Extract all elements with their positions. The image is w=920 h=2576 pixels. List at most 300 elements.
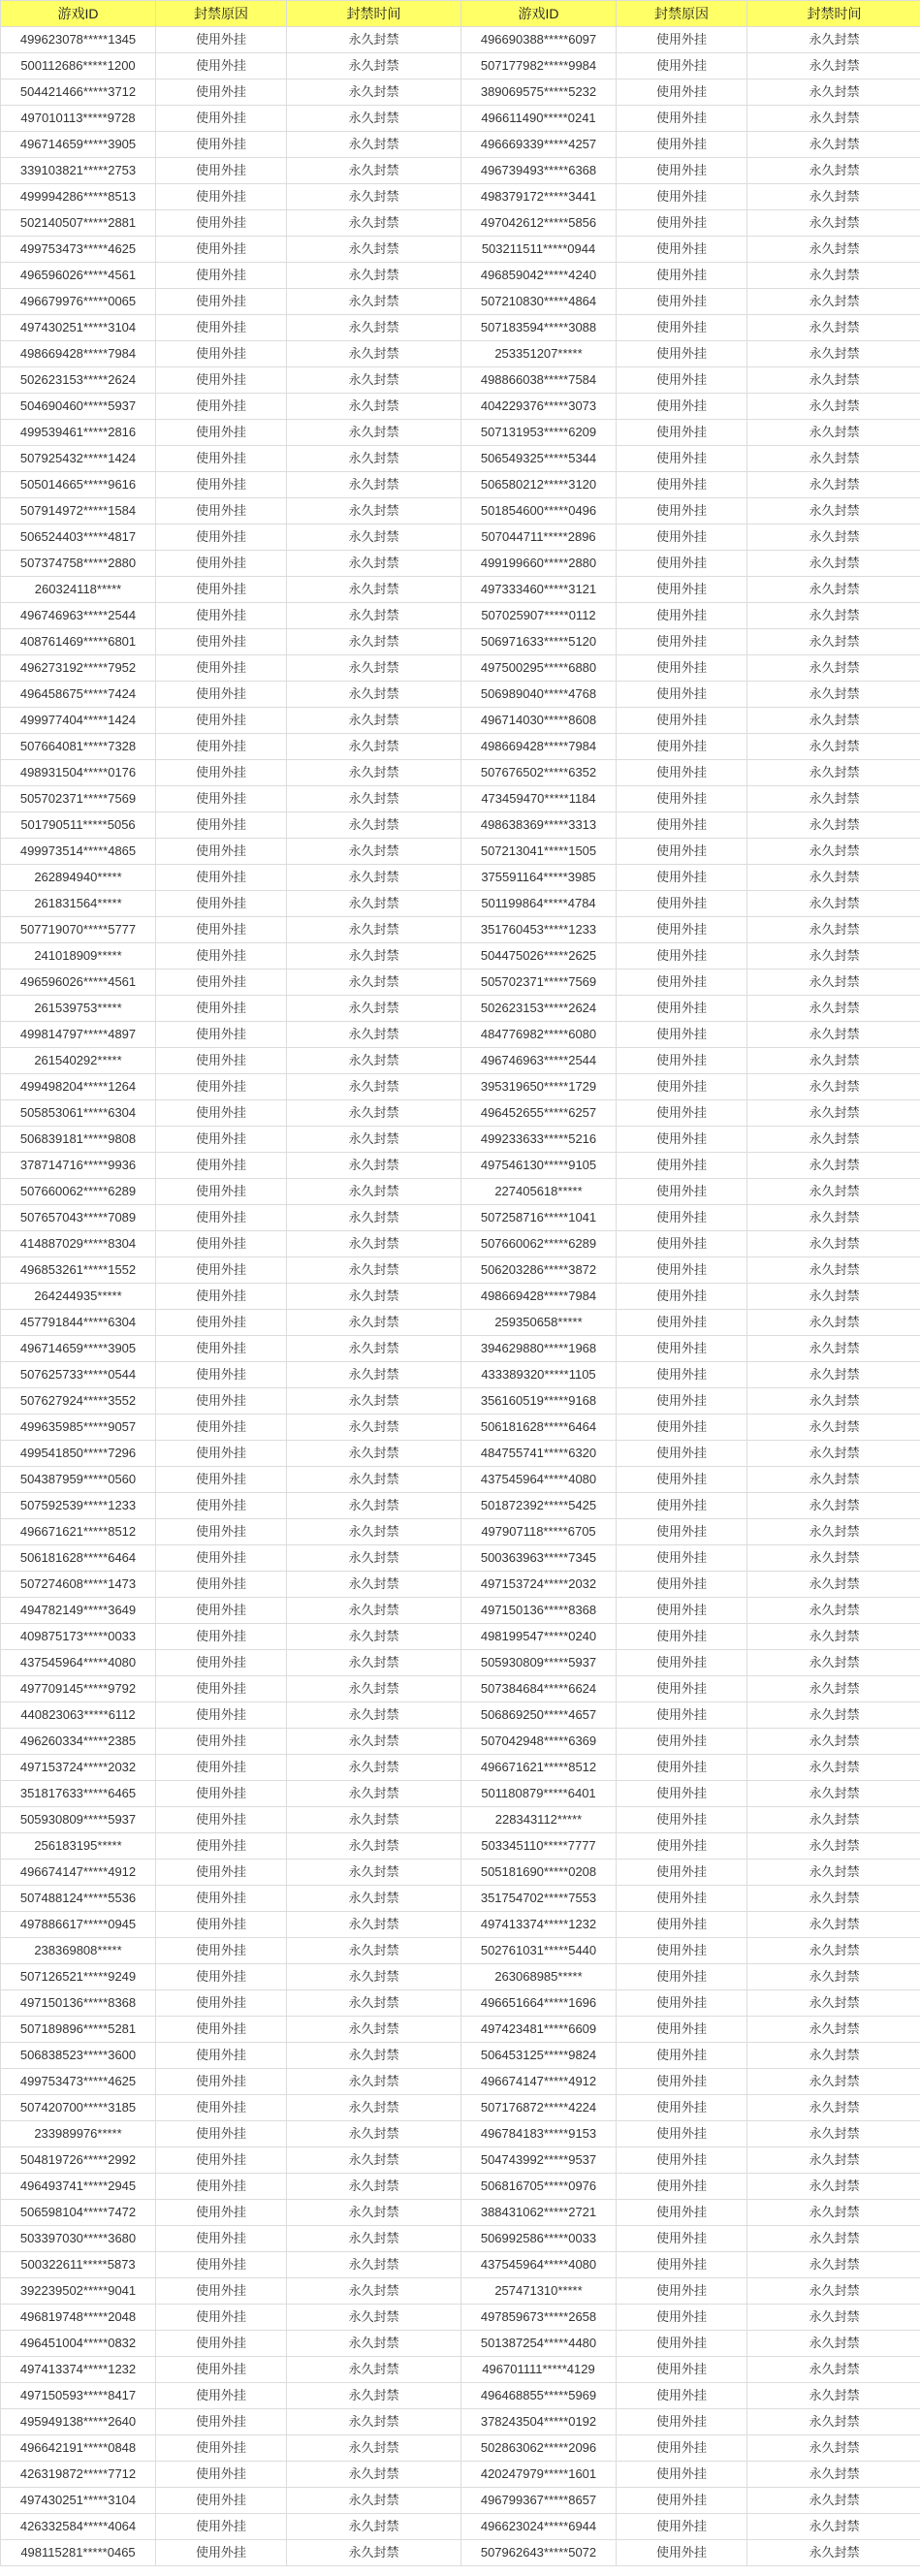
ban-reason-cell-right: 使用外挂 — [617, 237, 747, 263]
game-id-cell-left: 238369808***** — [1, 1938, 156, 1964]
ban-reason-cell-right: 使用外挂 — [617, 1100, 747, 1127]
table-row — [1, 708, 920, 734]
ban-time-cell-left: 永久封禁 — [287, 1912, 461, 1938]
ban-time-cell-right: 永久封禁 — [747, 1572, 920, 1598]
ban-time-cell-left: 永久封禁 — [287, 1493, 461, 1519]
game-id-cell-right: 498199547*****0240 — [461, 1624, 617, 1650]
game-id-cell-left: 440823063*****6112 — [1, 1702, 156, 1729]
ban-time-cell-right: 永久封禁 — [747, 289, 920, 315]
game-id-cell-left: 504387959*****0560 — [1, 1467, 156, 1493]
game-id-cell-right: 497333460*****3121 — [461, 577, 617, 603]
table-row — [1, 2383, 920, 2409]
ban-reason-cell-left: 使用外挂 — [156, 315, 287, 341]
game-id-cell-left: 507914972*****1584 — [1, 498, 156, 525]
ban-time-cell-right: 永久封禁 — [747, 80, 920, 106]
table-row — [1, 577, 920, 603]
ban-time-cell-right: 永久封禁 — [747, 1362, 920, 1388]
ban-reason-cell-left: 使用外挂 — [156, 446, 287, 472]
table-row — [1, 2226, 920, 2252]
ban-reason-cell-right: 使用外挂 — [617, 1650, 747, 1676]
ban-time-cell-left: 永久封禁 — [287, 629, 461, 655]
table-row — [1, 1127, 920, 1153]
ban-reason-cell-left: 使用外挂 — [156, 1310, 287, 1336]
ban-reason-cell-left: 使用外挂 — [156, 1781, 287, 1807]
ban-time-cell-left: 永久封禁 — [287, 1153, 461, 1179]
ban-reason-cell-right: 使用外挂 — [617, 1938, 747, 1964]
game-id-cell-right: 497907118*****6705 — [461, 1519, 617, 1545]
table-row — [1, 2043, 920, 2069]
ban-reason-cell-right: 使用外挂 — [617, 2147, 747, 2174]
ban-reason-cell-left: 使用外挂 — [156, 1022, 287, 1048]
table-row — [1, 2095, 920, 2121]
ban-time-cell-left: 永久封禁 — [287, 2435, 461, 2462]
ban-time-cell-right: 永久封禁 — [747, 1755, 920, 1781]
ban-reason-cell-right: 使用外挂 — [617, 1964, 747, 1990]
ban-time-cell-left: 永久封禁 — [287, 53, 461, 80]
ban-time-cell-left: 永久封禁 — [287, 1807, 461, 1833]
ban-time-cell-left: 永久封禁 — [287, 1257, 461, 1284]
ban-reason-cell-left: 使用外挂 — [156, 708, 287, 734]
game-id-cell-left: 497430251*****3104 — [1, 315, 156, 341]
ban-time-cell-right: 永久封禁 — [747, 1676, 920, 1702]
game-id-cell-left: 498669428*****7984 — [1, 341, 156, 367]
ban-reason-cell-left: 使用外挂 — [156, 1336, 287, 1362]
header-game-id-right: 游戏ID — [461, 1, 617, 27]
game-id-cell-left: 507126521*****9249 — [1, 1964, 156, 1990]
ban-time-cell-right: 永久封禁 — [747, 2435, 920, 2462]
game-id-cell-right: 356160519*****9168 — [461, 1388, 617, 1415]
ban-time-cell-left: 永久封禁 — [287, 472, 461, 498]
game-id-cell-right: 506549325*****5344 — [461, 446, 617, 472]
game-id-cell-left: 499498204*****1264 — [1, 1074, 156, 1100]
ban-time-cell-left: 永久封禁 — [287, 1205, 461, 1231]
ban-reason-cell-left: 使用外挂 — [156, 1545, 287, 1572]
ban-reason-cell-right: 使用外挂 — [617, 2305, 747, 2331]
table-row — [1, 2278, 920, 2305]
ban-reason-cell-right: 使用外挂 — [617, 577, 747, 603]
ban-reason-cell-right: 使用外挂 — [617, 1179, 747, 1205]
ban-time-cell-left: 永久封禁 — [287, 106, 461, 132]
ban-reason-cell-left: 使用外挂 — [156, 2540, 287, 2566]
game-id-cell-right: 496611490*****0241 — [461, 106, 617, 132]
ban-time-cell-left: 永久封禁 — [287, 1676, 461, 1702]
ban-time-cell-right: 永久封禁 — [747, 1415, 920, 1441]
ban-reason-cell-right: 使用外挂 — [617, 943, 747, 970]
ban-reason-cell-right: 使用外挂 — [617, 2174, 747, 2200]
game-id-cell-left: 499973514*****4865 — [1, 839, 156, 865]
ban-reason-cell-right: 使用外挂 — [617, 420, 747, 446]
table-row — [1, 1153, 920, 1179]
ban-reason-cell-left: 使用外挂 — [156, 1362, 287, 1388]
ban-time-cell-right: 永久封禁 — [747, 1519, 920, 1545]
game-id-cell-right: 394629880*****1968 — [461, 1336, 617, 1362]
game-id-cell-left: 260324118***** — [1, 577, 156, 603]
game-id-cell-right: 259350658***** — [461, 1310, 617, 1336]
game-id-cell-right: 501387254*****4480 — [461, 2331, 617, 2357]
game-id-cell-left: 499541850*****7296 — [1, 1441, 156, 1467]
ban-reason-cell-right: 使用外挂 — [617, 839, 747, 865]
ban-time-cell-right: 永久封禁 — [747, 315, 920, 341]
game-id-cell-left: 504690460*****5937 — [1, 394, 156, 420]
ban-reason-cell-right: 使用外挂 — [617, 891, 747, 917]
ban-reason-cell-left: 使用外挂 — [156, 996, 287, 1022]
ban-reason-cell-left: 使用外挂 — [156, 1938, 287, 1964]
game-id-cell-right: 484776982*****6080 — [461, 1022, 617, 1048]
ban-reason-cell-right: 使用外挂 — [617, 1127, 747, 1153]
ban-time-cell-right: 永久封禁 — [747, 1153, 920, 1179]
ban-reason-cell-left: 使用外挂 — [156, 603, 287, 629]
ban-time-cell-left: 永久封禁 — [287, 1179, 461, 1205]
ban-time-cell-right: 永久封禁 — [747, 2383, 920, 2409]
ban-reason-cell-left: 使用外挂 — [156, 917, 287, 943]
game-id-cell-left: 507274608*****1473 — [1, 1572, 156, 1598]
ban-reason-cell-right: 使用外挂 — [617, 2200, 747, 2226]
game-id-cell-right: 502623153*****2624 — [461, 996, 617, 1022]
game-id-cell-right: 496468855*****5969 — [461, 2383, 617, 2409]
game-id-cell-right: 507183594*****3088 — [461, 315, 617, 341]
table-row — [1, 970, 920, 996]
ban-time-cell-left: 永久封禁 — [287, 2331, 461, 2357]
ban-reason-cell-left: 使用外挂 — [156, 760, 287, 786]
ban-time-cell-left: 永久封禁 — [287, 786, 461, 812]
game-id-cell-left: 507420700*****3185 — [1, 2095, 156, 2121]
game-id-cell-right: 437545964*****4080 — [461, 2252, 617, 2278]
game-id-cell-right: 473459470*****1184 — [461, 786, 617, 812]
ban-reason-cell-left: 使用外挂 — [156, 1860, 287, 1886]
ban-reason-cell-left: 使用外挂 — [156, 1205, 287, 1231]
ban-reason-cell-left: 使用外挂 — [156, 2095, 287, 2121]
ban-time-cell-left: 永久封禁 — [287, 1624, 461, 1650]
table-row — [1, 1022, 920, 1048]
ban-time-cell-left: 永久封禁 — [287, 1729, 461, 1755]
ban-reason-cell-left: 使用外挂 — [156, 1493, 287, 1519]
game-id-cell-left: 261539753***** — [1, 996, 156, 1022]
game-id-cell-left: 497886617*****0945 — [1, 1912, 156, 1938]
table-row — [1, 551, 920, 577]
ban-time-cell-right: 永久封禁 — [747, 970, 920, 996]
table-row — [1, 1257, 920, 1284]
ban-time-cell-left: 永久封禁 — [287, 812, 461, 839]
ban-reason-cell-right: 使用外挂 — [617, 2357, 747, 2383]
ban-reason-cell-right: 使用外挂 — [617, 53, 747, 80]
ban-reason-cell-left: 使用外挂 — [156, 2488, 287, 2514]
ban-reason-cell-right: 使用外挂 — [617, 1886, 747, 1912]
table-row — [1, 1545, 920, 1572]
ban-reason-cell-right: 使用外挂 — [617, 1545, 747, 1572]
ban-time-cell-left: 永久封禁 — [287, 446, 461, 472]
ban-time-cell-left: 永久封禁 — [287, 1886, 461, 1912]
table-row — [1, 943, 920, 970]
game-id-cell-right: 497546130*****9105 — [461, 1153, 617, 1179]
game-id-cell-right: 496671621*****8512 — [461, 1755, 617, 1781]
game-id-cell-right: 498669428*****7984 — [461, 1284, 617, 1310]
table-row — [1, 760, 920, 786]
ban-time-cell-left: 永久封禁 — [287, 2357, 461, 2383]
ban-time-cell-left: 永久封禁 — [287, 210, 461, 237]
ban-reason-cell-right: 使用外挂 — [617, 2252, 747, 2278]
game-id-cell-left: 496451004*****0832 — [1, 2331, 156, 2357]
ban-reason-cell-left: 使用外挂 — [156, 1048, 287, 1074]
ban-time-cell-right: 永久封禁 — [747, 1912, 920, 1938]
ban-reason-cell-left: 使用外挂 — [156, 498, 287, 525]
ban-reason-cell-right: 使用外挂 — [617, 2095, 747, 2121]
game-id-cell-right: 433389320*****1105 — [461, 1362, 617, 1388]
table-row — [1, 1179, 920, 1205]
game-id-cell-right: 507676502*****6352 — [461, 760, 617, 786]
ban-time-cell-left: 永久封禁 — [287, 525, 461, 551]
ban-reason-cell-left: 使用外挂 — [156, 1231, 287, 1257]
ban-reason-cell-left: 使用外挂 — [156, 2514, 287, 2540]
game-id-cell-right: 505181690*****0208 — [461, 1860, 617, 1886]
ban-reason-cell-left: 使用外挂 — [156, 1441, 287, 1467]
table-row — [1, 289, 920, 315]
ban-reason-cell-left: 使用外挂 — [156, 629, 287, 655]
game-id-cell-left: 505930809*****5937 — [1, 1807, 156, 1833]
game-id-cell-right: 499199660*****2880 — [461, 551, 617, 577]
ban-reason-cell-right: 使用外挂 — [617, 760, 747, 786]
game-id-cell-right: 496669339*****4257 — [461, 132, 617, 158]
table-row — [1, 367, 920, 394]
ban-time-cell-left: 永久封禁 — [287, 1572, 461, 1598]
ban-time-cell-right: 永久封禁 — [747, 106, 920, 132]
ban-time-cell-right: 永久封禁 — [747, 629, 920, 655]
ban-reason-cell-left: 使用外挂 — [156, 2357, 287, 2383]
ban-reason-cell-right: 使用外挂 — [617, 2383, 747, 2409]
ban-reason-cell-right: 使用外挂 — [617, 2043, 747, 2069]
ban-reason-cell-left: 使用外挂 — [156, 970, 287, 996]
ban-reason-cell-right: 使用外挂 — [617, 1467, 747, 1493]
ban-time-cell-left: 永久封禁 — [287, 996, 461, 1022]
ban-time-cell-right: 永久封禁 — [747, 996, 920, 1022]
ban-time-cell-right: 永久封禁 — [747, 708, 920, 734]
ban-reason-cell-left: 使用外挂 — [156, 132, 287, 158]
game-id-cell-right: 404229376*****3073 — [461, 394, 617, 420]
game-id-cell-left: 498931504*****0176 — [1, 760, 156, 786]
ban-reason-cell-right: 使用外挂 — [617, 551, 747, 577]
ban-reason-cell-right: 使用外挂 — [617, 80, 747, 106]
game-id-cell-left: 494782149*****3649 — [1, 1598, 156, 1624]
table-row — [1, 2121, 920, 2147]
ban-reason-cell-right: 使用外挂 — [617, 472, 747, 498]
ban-time-cell-left: 永久封禁 — [287, 891, 461, 917]
ban-time-cell-right: 永久封禁 — [747, 760, 920, 786]
ban-reason-cell-left: 使用外挂 — [156, 53, 287, 80]
table-body — [1, 27, 920, 2566]
ban-time-cell-right: 永久封禁 — [747, 2540, 920, 2566]
game-id-cell-left: 498115281*****0465 — [1, 2540, 156, 2566]
ban-reason-cell-left: 使用外挂 — [156, 1388, 287, 1415]
ban-time-cell-left: 永久封禁 — [287, 2095, 461, 2121]
game-id-cell-left: 507664081*****7328 — [1, 734, 156, 760]
table-row — [1, 996, 920, 1022]
ban-time-cell-right: 永久封禁 — [747, 891, 920, 917]
game-id-cell-left: 506181628*****6464 — [1, 1545, 156, 1572]
ban-reason-cell-right: 使用外挂 — [617, 1388, 747, 1415]
ban-time-cell-left: 永久封禁 — [287, 1964, 461, 1990]
ban-reason-cell-right: 使用外挂 — [617, 1441, 747, 1467]
table-row — [1, 1415, 920, 1441]
game-id-cell-left: 262894940***** — [1, 865, 156, 891]
game-id-cell-left: 496714659*****3905 — [1, 1336, 156, 1362]
game-id-cell-right: 507131953*****6209 — [461, 420, 617, 446]
table-row — [1, 263, 920, 289]
ban-time-cell-left: 永久封禁 — [287, 1388, 461, 1415]
game-id-cell-right: 507213041*****1505 — [461, 839, 617, 865]
ban-reason-cell-left: 使用外挂 — [156, 420, 287, 446]
game-id-cell-right: 351754702*****7553 — [461, 1886, 617, 1912]
ban-time-cell-left: 永久封禁 — [287, 1074, 461, 1100]
ban-reason-cell-right: 使用外挂 — [617, 2514, 747, 2540]
table-row — [1, 2357, 920, 2383]
game-id-cell-left: 496819748*****2048 — [1, 2305, 156, 2331]
ban-reason-cell-right: 使用外挂 — [617, 1598, 747, 1624]
game-id-cell-right: 420247979*****1601 — [461, 2462, 617, 2488]
game-id-cell-left: 500322611*****5873 — [1, 2252, 156, 2278]
table-row — [1, 1755, 920, 1781]
game-id-cell-right: 228343112***** — [461, 1807, 617, 1833]
ban-reason-cell-left: 使用外挂 — [156, 1886, 287, 1912]
ban-time-cell-right: 永久封禁 — [747, 1336, 920, 1362]
game-id-cell-right: 496784183*****9153 — [461, 2121, 617, 2147]
ban-reason-cell-right: 使用外挂 — [617, 1702, 747, 1729]
ban-time-cell-left: 永久封禁 — [287, 2017, 461, 2043]
ban-time-cell-right: 永久封禁 — [747, 1467, 920, 1493]
game-id-cell-left: 426319872*****7712 — [1, 2462, 156, 2488]
table-row — [1, 1362, 920, 1388]
game-id-cell-left: 496596026*****4561 — [1, 263, 156, 289]
ban-time-cell-right: 永久封禁 — [747, 786, 920, 812]
table-row — [1, 1938, 920, 1964]
ban-time-cell-right: 永久封禁 — [747, 1886, 920, 1912]
game-id-cell-left: 506838523*****3600 — [1, 2043, 156, 2069]
table-row — [1, 2488, 920, 2514]
game-id-cell-left: 339103821*****2753 — [1, 158, 156, 184]
table-row — [1, 2462, 920, 2488]
ban-time-cell-left: 永久封禁 — [287, 1048, 461, 1074]
ban-time-cell-right: 永久封禁 — [747, 27, 920, 53]
ban-reason-cell-right: 使用外挂 — [617, 1860, 747, 1886]
ban-time-cell-left: 永久封禁 — [287, 184, 461, 210]
ban-reason-cell-left: 使用外挂 — [156, 1572, 287, 1598]
game-id-cell-left: 256183195***** — [1, 1833, 156, 1860]
game-id-cell-right: 502863062*****2096 — [461, 2435, 617, 2462]
ban-time-cell-right: 永久封禁 — [747, 2252, 920, 2278]
table-row — [1, 2435, 920, 2462]
ban-time-cell-right: 永久封禁 — [747, 1231, 920, 1257]
game-id-cell-left: 502623153*****2624 — [1, 367, 156, 394]
ban-reason-cell-left: 使用外挂 — [156, 577, 287, 603]
game-id-cell-left: 426332584*****4064 — [1, 2514, 156, 2540]
ban-time-cell-right: 永久封禁 — [747, 263, 920, 289]
ban-reason-cell-left: 使用外挂 — [156, 1415, 287, 1441]
ban-reason-cell-right: 使用外挂 — [617, 1833, 747, 1860]
ban-time-cell-left: 永久封禁 — [287, 420, 461, 446]
ban-time-cell-left: 永久封禁 — [287, 1781, 461, 1807]
ban-time-cell-right: 永久封禁 — [747, 1493, 920, 1519]
game-id-cell-right: 506181628*****6464 — [461, 1415, 617, 1441]
game-id-cell-right: 257471310***** — [461, 2278, 617, 2305]
game-id-cell-right: 497413374*****1232 — [461, 1912, 617, 1938]
game-id-cell-right: 501199864*****4784 — [461, 891, 617, 917]
ban-time-cell-right: 永久封禁 — [747, 917, 920, 943]
ban-reason-cell-right: 使用外挂 — [617, 1284, 747, 1310]
ban-reason-cell-left: 使用外挂 — [156, 158, 287, 184]
game-id-cell-right: 507384684*****6624 — [461, 1676, 617, 1702]
ban-reason-cell-right: 使用外挂 — [617, 1048, 747, 1074]
ban-reason-cell-left: 使用外挂 — [156, 2409, 287, 2435]
game-id-cell-right: 501180879*****6401 — [461, 1781, 617, 1807]
game-id-cell-right: 502761031*****5440 — [461, 1938, 617, 1964]
ban-reason-cell-left: 使用外挂 — [156, 1257, 287, 1284]
ban-time-cell-right: 永久封禁 — [747, 943, 920, 970]
game-id-cell-left: 496273192*****7952 — [1, 655, 156, 682]
game-id-cell-right: 388431062*****2721 — [461, 2200, 617, 2226]
table-row — [1, 1598, 920, 1624]
ban-reason-cell-left: 使用外挂 — [156, 1284, 287, 1310]
ban-time-cell-left: 永久封禁 — [287, 394, 461, 420]
game-id-cell-left: 497709145*****9792 — [1, 1676, 156, 1702]
ban-time-cell-right: 永久封禁 — [747, 2226, 920, 2252]
ban-reason-cell-left: 使用外挂 — [156, 2147, 287, 2174]
header-ban-reason-left: 封禁原因 — [156, 1, 287, 27]
ban-time-cell-left: 永久封禁 — [287, 2305, 461, 2331]
game-id-cell-right: 498379172*****3441 — [461, 184, 617, 210]
ban-reason-cell-right: 使用外挂 — [617, 1336, 747, 1362]
ban-time-cell-left: 永久封禁 — [287, 289, 461, 315]
game-id-cell-right: 496859042*****4240 — [461, 263, 617, 289]
game-id-cell-left: 499814797*****4897 — [1, 1022, 156, 1048]
ban-time-cell-left: 永久封禁 — [287, 577, 461, 603]
ban-time-cell-left: 永久封禁 — [287, 839, 461, 865]
ban-time-cell-left: 永久封禁 — [287, 1022, 461, 1048]
ban-reason-cell-right: 使用外挂 — [617, 603, 747, 629]
header-ban-time-right: 封禁时间 — [747, 1, 920, 27]
game-id-cell-left: 500112686*****1200 — [1, 53, 156, 80]
ban-time-cell-right: 永久封禁 — [747, 1022, 920, 1048]
table-row — [1, 1336, 920, 1362]
ban-reason-cell-right: 使用外挂 — [617, 2331, 747, 2357]
game-id-cell-right: 507042948*****6369 — [461, 1729, 617, 1755]
ban-reason-cell-right: 使用外挂 — [617, 1624, 747, 1650]
ban-reason-cell-right: 使用外挂 — [617, 2435, 747, 2462]
game-id-cell-right: 505702371*****7569 — [461, 970, 617, 996]
table-row — [1, 2252, 920, 2278]
ban-reason-cell-right: 使用外挂 — [617, 1415, 747, 1441]
game-id-cell-left: 497430251*****3104 — [1, 2488, 156, 2514]
table-row — [1, 27, 920, 53]
ban-reason-cell-right: 使用外挂 — [617, 734, 747, 760]
ban-time-cell-right: 永久封禁 — [747, 472, 920, 498]
table-row — [1, 446, 920, 472]
ban-time-cell-left: 永久封禁 — [287, 1833, 461, 1860]
game-id-cell-left: 497413374*****1232 — [1, 2357, 156, 2383]
ban-time-cell-left: 永久封禁 — [287, 2174, 461, 2200]
game-id-cell-right: 506971633*****5120 — [461, 629, 617, 655]
ban-time-cell-right: 永久封禁 — [747, 420, 920, 446]
table-row — [1, 1729, 920, 1755]
ban-reason-cell-right: 使用外挂 — [617, 1231, 747, 1257]
ban-time-cell-right: 永久封禁 — [747, 2017, 920, 2043]
game-id-cell-left: 505014665*****9616 — [1, 472, 156, 498]
ban-time-cell-left: 永久封禁 — [287, 1545, 461, 1572]
ban-reason-cell-left: 使用外挂 — [156, 1519, 287, 1545]
table-row — [1, 472, 920, 498]
ban-reason-cell-right: 使用外挂 — [617, 786, 747, 812]
ban-time-cell-left: 永久封禁 — [287, 1127, 461, 1153]
ban-reason-cell-left: 使用外挂 — [156, 237, 287, 263]
table-row — [1, 420, 920, 446]
table-row — [1, 1572, 920, 1598]
